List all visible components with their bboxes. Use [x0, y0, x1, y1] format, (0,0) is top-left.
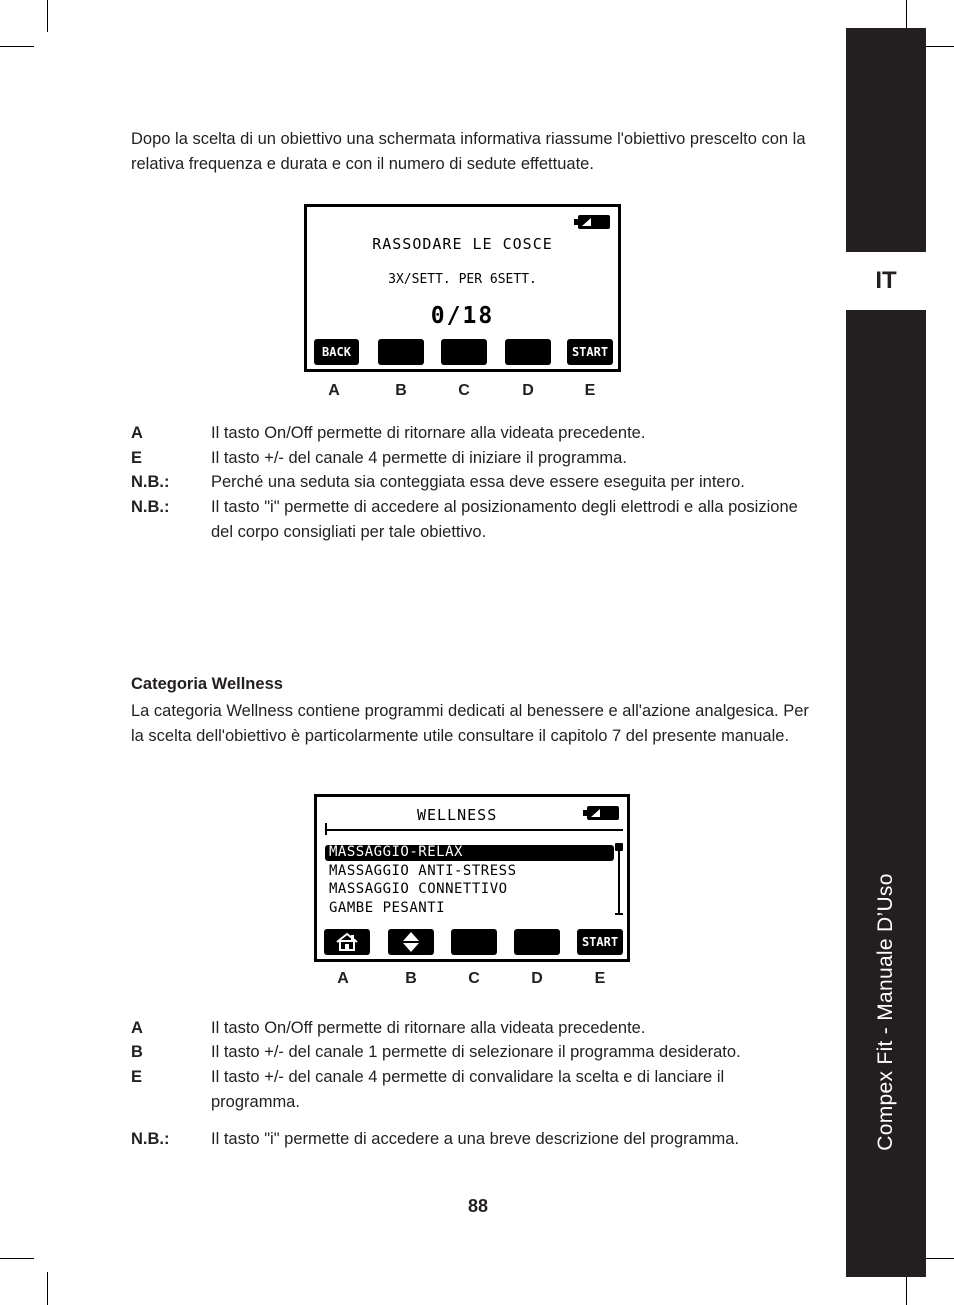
crop-mark — [47, 0, 48, 32]
definition-text: Il tasto On/Off permette di ritornare alla videata precedente. — [211, 424, 646, 442]
menu-title: WELLNESS — [417, 806, 498, 824]
definition-key: B — [131, 1043, 143, 1061]
key-letter: E — [584, 382, 596, 399]
home-icon — [334, 932, 360, 952]
definition-key: A — [131, 424, 143, 442]
softkey-d — [514, 929, 560, 955]
definition-text: Il tasto On/Off permette di ritornare alla videata precedente. — [211, 1019, 646, 1037]
key-letter: B — [405, 970, 417, 987]
menu-item: MASSAGGIO-RELAX — [329, 844, 463, 860]
key-letter: C — [468, 970, 480, 987]
key-letter: D — [531, 970, 543, 987]
definition-text: Il tasto "i" permette di accedere a una breve descrizione del programma. — [211, 1130, 740, 1148]
crop-mark — [0, 1258, 34, 1259]
definition-key: E — [131, 449, 143, 467]
scrollbar-track — [618, 845, 620, 915]
start-softkey: START — [567, 339, 613, 365]
menu-item: MASSAGGIO ANTI-STRESS — [329, 863, 517, 879]
key-letter: E — [594, 970, 606, 987]
section-heading: Categoria Wellness — [131, 675, 283, 693]
definition-key: E — [131, 1068, 143, 1086]
header-divider — [325, 829, 623, 831]
home-softkey — [324, 929, 370, 955]
language-tab: IT — [846, 252, 926, 310]
softkey-c — [451, 929, 497, 955]
definition-text: Il tasto +/- del canale 4 permette di iniziare il programma. — [211, 449, 627, 467]
scrollbar-thumb — [615, 843, 623, 851]
menu-item: MASSAGGIO CONNETTIVO — [329, 881, 508, 897]
intro-paragraph: Dopo la scelta di un obiettivo una schermata informativa riassume l'obiettivo prescelto con la relativa frequenza e durata e con il numero di sedute effettuate. — [131, 130, 806, 173]
definition-text: Il tasto +/- del canale 4 permette di convalidare la scelta e di lanciare il programma. — [211, 1068, 725, 1111]
definition-key: N.B.: — [131, 498, 170, 516]
scrollbar-end — [615, 913, 623, 915]
battery-icon — [578, 215, 610, 229]
objective-title: RASSODARE LE COSCE — [372, 235, 553, 253]
crop-mark — [0, 46, 34, 47]
up-down-softkey — [388, 929, 434, 955]
softkey-c — [441, 339, 487, 365]
divider-tick — [325, 823, 327, 835]
sidebar-manual-title: Compex Fit - Manuale D’Uso — [874, 873, 897, 1151]
up-down-icon — [401, 931, 421, 953]
key-letter: D — [522, 382, 534, 399]
page-number: 88 — [467, 1196, 489, 1216]
sidebar-band-top — [846, 28, 926, 252]
definition-text: Il tasto "i" permette di accedere al posizionamento degli elettrodi e alla posizione del corpo consigliati per tale obiettivo. — [211, 498, 798, 541]
softkey-b — [378, 339, 424, 365]
back-softkey: BACK — [314, 339, 359, 365]
lcd-screen-wellness — [314, 794, 630, 962]
definition-key: N.B.: — [131, 473, 170, 491]
lcd-screen-objective — [304, 204, 621, 372]
definition-key: N.B.: — [131, 1130, 170, 1148]
softkey-d — [505, 339, 551, 365]
definition-text: Perché una seduta sia conteggiata essa deve essere eseguita per intero. — [211, 473, 745, 491]
key-letter: A — [337, 970, 349, 987]
wellness-paragraph: La categoria Wellness contiene programmi dedicati al benessere e all'azione analgesica. Per la scelta dell'obiettivo è particolarmente utile consultare il capitolo 7 del presente manuale. — [131, 702, 809, 745]
definition-text: Il tasto +/- del canale 1 permette di selezionare il programma desiderato. — [211, 1043, 741, 1061]
key-letter: B — [395, 382, 407, 399]
menu-item: GAMBE PESANTI — [329, 900, 446, 916]
crop-mark — [47, 1272, 48, 1305]
battery-icon — [587, 806, 619, 820]
session-counter: 0/18 — [430, 303, 495, 329]
definition-key: A — [131, 1019, 143, 1037]
start-softkey: START — [577, 929, 623, 955]
objective-schedule: 3X/SETT. PER 6SETT. — [388, 272, 537, 287]
key-letter: A — [328, 382, 340, 399]
key-letter: C — [458, 382, 470, 399]
